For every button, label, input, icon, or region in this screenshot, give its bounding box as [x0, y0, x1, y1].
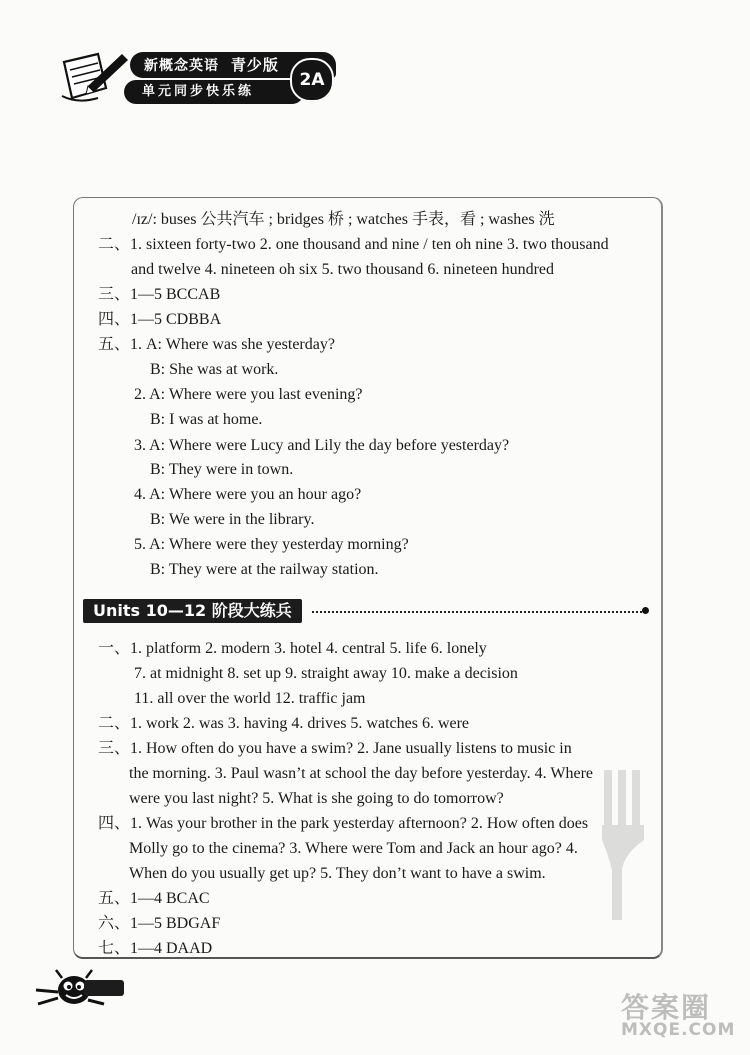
book-series-logo: [58, 44, 348, 110]
answer-line: 4. A: Where were you an hour ago?: [134, 486, 362, 503]
section-divider-end: [642, 607, 649, 614]
answer-line: Molly go to the cinema? 3. Where were Tom and Jack an hour ago? 4.: [129, 840, 578, 857]
answer-line: B: They were at the railway station.: [150, 561, 379, 578]
answer-line: 二、1. work 2. was 3. having 4. drives 5. watches 6. were: [98, 715, 470, 732]
site-watermark: [617, 986, 742, 1046]
answer-line: 11. all over the world 12. traffic jam: [134, 690, 366, 707]
answer-line: /ɪz/: buses 公共汽车 ; bridges 桥 ; watches 手表，看 ; washes 洗: [132, 211, 555, 228]
answer-line: When do you usually get up? 5. They don’t want to have a swim.: [129, 865, 546, 882]
answer-line: B: She was at work.: [150, 361, 279, 378]
answer-line: 2. A: Where were you last evening?: [134, 386, 363, 403]
answer-line: 五、1—4 BCAC: [98, 890, 210, 907]
subtitle: 单元同步快乐练: [142, 84, 255, 99]
section-title: Units 10—12 阶段大练兵: [83, 599, 302, 623]
answer-line: the morning. 3. Paul wasn’t at school the day before yesterday. 4. Where: [129, 765, 594, 782]
answer-line: 七、1—4 DAAD: [98, 940, 213, 957]
notebook-pencil-icon: [58, 48, 132, 106]
section-divider: [312, 611, 642, 613]
answer-line: 5. A: Where were they yesterday morning?: [134, 536, 409, 553]
answer-line: B: I was at home.: [150, 411, 263, 428]
watermark-cn: 答案圈: [621, 991, 712, 1024]
answer-line: 二、1. sixteen forty-two 2. one thousand and nine / ten oh nine 3. two thousand: [98, 236, 609, 253]
answer-line: and twelve 4. nineteen oh six 5. two thousand 6. nineteen hundred: [131, 261, 555, 278]
answer-line: 3. A: Where were Lucy and Lily the day before yesterday?: [134, 437, 510, 454]
answer-line: 三、1—5 BCCAB: [98, 286, 221, 303]
answer-line: B: We were in the library.: [150, 511, 315, 528]
fork-watermark-icon: [598, 770, 658, 920]
answer-line: B: They were in town.: [150, 461, 294, 478]
edition-label: 青少版: [230, 56, 279, 74]
answer-line: 六、1—5 BDGAF: [98, 915, 221, 932]
watermark-en: MXQE.COM: [621, 1020, 736, 1040]
answer-line: 三、1. How often do you have a swim? 2. Jane usually listens to music in: [98, 740, 572, 757]
subtitle-badge: [124, 80, 304, 104]
answer-line: 7. at midnight 8. set up 9. straight away 10. make a decision: [134, 665, 518, 682]
answer-line: 四、1—5 CDBBA: [98, 311, 222, 328]
series-title: 新概念英语: [144, 58, 219, 74]
grade-badge: 2A: [290, 58, 334, 102]
answer-line: were you last night? 5. What is she going to do tomorrow?: [129, 790, 504, 807]
page-number-tab: [84, 980, 124, 996]
answer-line: 一、1. platform 2. modern 3. hotel 4. central 5. life 6. lonely: [98, 640, 487, 657]
answer-line: 四、1. Was your brother in the park yesterday afternoon? 2. How often does: [98, 815, 589, 832]
answer-line: 五、1. A: Where was she yesterday?: [98, 336, 335, 353]
